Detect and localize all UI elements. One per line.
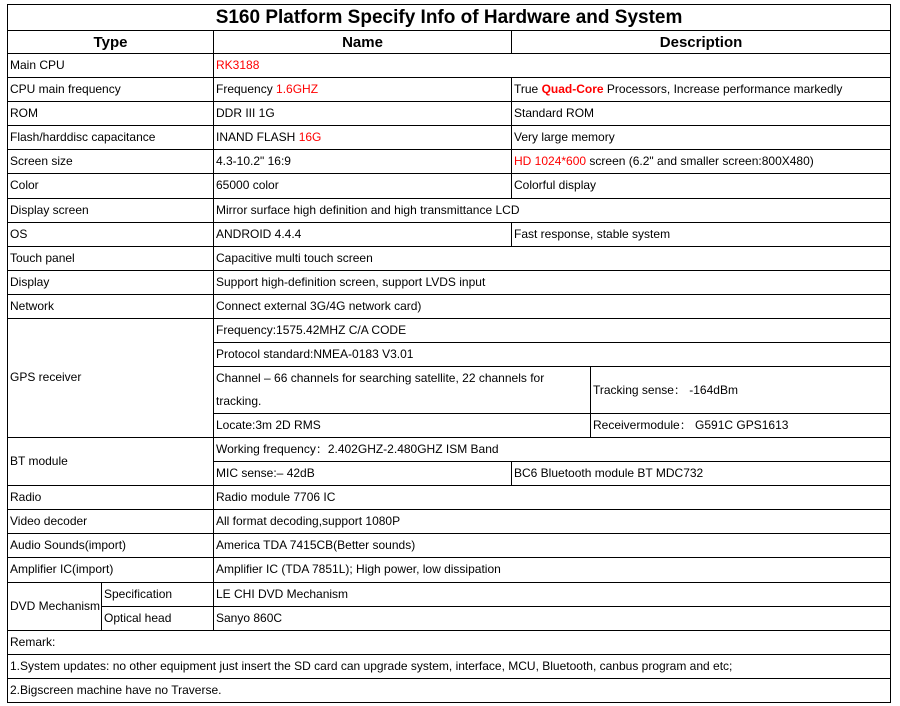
row-amplifier bbox=[8, 558, 891, 582]
type-cell: Display bbox=[8, 270, 214, 294]
type-cell: OS bbox=[8, 222, 214, 246]
frequency-highlight: 1.6GHZ bbox=[276, 82, 319, 97]
type-cell: GPS receiver bbox=[8, 318, 214, 437]
description-cell: Fast response, stable system bbox=[512, 222, 891, 246]
desc-suffix: Processors, Increase performance markedly bbox=[603, 82, 843, 97]
name-cell: Connect external 3G/4G network card) bbox=[214, 294, 891, 318]
type-cell: ROM bbox=[8, 102, 214, 126]
remark-label: Remark: bbox=[8, 630, 891, 654]
row-color bbox=[8, 174, 891, 198]
description-cell: Standard ROM bbox=[512, 102, 891, 126]
row-gps-frequency bbox=[8, 318, 891, 342]
row-cpu-frequency bbox=[8, 78, 891, 102]
row-network bbox=[8, 294, 891, 318]
desc-prefix: True bbox=[514, 82, 542, 97]
dvd-spec-value: LE CHI DVD Mechanism bbox=[214, 582, 891, 606]
type-cell: Radio bbox=[8, 486, 214, 510]
bt-working-frequency: Working frequency：2.402GHZ-2.480GHZ ISM Band bbox=[214, 438, 891, 462]
row-audio bbox=[8, 534, 891, 558]
bt-mic-sense: MIC sense:– 42dB bbox=[214, 462, 512, 486]
row-radio bbox=[8, 486, 891, 510]
name-cell: Amplifier IC (TDA 7851L); High power, low dissipation bbox=[214, 558, 891, 582]
row-dvd-optical-head bbox=[8, 606, 891, 630]
resolution-highlight: HD 1024*600 bbox=[514, 154, 587, 169]
type-cell: Network bbox=[8, 294, 214, 318]
type-cell: Audio Sounds(import) bbox=[8, 534, 214, 558]
name-cell: America TDA 7415CB(Better sounds) bbox=[214, 534, 891, 558]
type-cell: Amplifier IC(import) bbox=[8, 558, 214, 582]
remark-line-1: 1.System updates: no other equipment just insert the SD card can upgrade system, interface, MCU, Bluetooth, canbus program and etc; bbox=[8, 654, 891, 678]
header-name: Name bbox=[214, 31, 512, 54]
gps-receiver: Receivermodule： G591C GPS1613 bbox=[591, 414, 891, 438]
gps-tracking: Tracking sense： -164dBm bbox=[591, 366, 891, 413]
row-touch-panel bbox=[8, 246, 891, 270]
row-remark bbox=[8, 630, 891, 654]
type-cell: Video decoder bbox=[8, 510, 214, 534]
row-os bbox=[8, 222, 891, 246]
name-cell: 4.3-10.2" 16:9 bbox=[214, 150, 512, 174]
desc-suffix: screen (6.2" and smaller screen:800X480) bbox=[586, 154, 814, 169]
name-cell bbox=[214, 78, 512, 102]
type-cell: Color bbox=[8, 174, 214, 198]
name-prefix: Frequency bbox=[216, 82, 277, 97]
cpu-model: RK3188 bbox=[214, 54, 891, 78]
name-cell bbox=[214, 126, 512, 150]
type-cell: DVD Mechanism bbox=[8, 582, 102, 630]
gps-locate: Locate:3m 2D RMS bbox=[214, 414, 591, 438]
type-cell: BT module bbox=[8, 438, 214, 486]
description-cell bbox=[512, 150, 891, 174]
row-display-screen bbox=[8, 198, 891, 222]
page-title: S160 Platform Specify Info of Hardware and System bbox=[8, 5, 891, 31]
quad-core-highlight: Quad-Core bbox=[541, 82, 604, 97]
name-cell: ANDROID 4.4.4 bbox=[214, 222, 512, 246]
type-cell: Flash/harddisc capacitance bbox=[8, 126, 214, 150]
row-video-decoder bbox=[8, 510, 891, 534]
header-type: Type bbox=[8, 31, 214, 54]
description-cell: Very large memory bbox=[512, 126, 891, 150]
name-cell: Mirror surface high definition and high transmittance LCD bbox=[214, 198, 891, 222]
row-remark-1 bbox=[8, 654, 891, 678]
row-dvd-specification bbox=[8, 582, 891, 606]
spec-table bbox=[7, 4, 891, 703]
description-cell bbox=[512, 78, 891, 102]
row-rom bbox=[8, 102, 891, 126]
name-cell: Radio module 7706 IC bbox=[214, 486, 891, 510]
dvd-optical-value: Sanyo 860C bbox=[214, 606, 891, 630]
type-cell: Touch panel bbox=[8, 246, 214, 270]
dvd-optical-label: Optical head bbox=[102, 606, 214, 630]
type-cell: CPU main frequency bbox=[8, 78, 214, 102]
name-cell: All format decoding,support 1080P bbox=[214, 510, 891, 534]
name-cell: 65000 color bbox=[214, 174, 512, 198]
name-cell: Capacitive multi touch screen bbox=[214, 246, 891, 270]
row-main-cpu bbox=[8, 54, 891, 78]
name-cell: DDR III 1G bbox=[214, 102, 512, 126]
row-flash bbox=[8, 126, 891, 150]
gps-protocol: Protocol standard:NMEA-0183 V3.01 bbox=[214, 342, 891, 366]
type-cell: Display screen bbox=[8, 198, 214, 222]
remark-line-2: 2.Bigscreen machine have no Traverse. bbox=[8, 678, 891, 702]
bt-module-model: BC6 Bluetooth module BT MDC732 bbox=[512, 462, 891, 486]
flash-size-highlight: 16G bbox=[298, 130, 322, 145]
row-screen-size bbox=[8, 150, 891, 174]
dvd-spec-label: Specification bbox=[102, 582, 214, 606]
type-cell: Screen size bbox=[8, 150, 214, 174]
row-display bbox=[8, 270, 891, 294]
gps-frequency: Frequency:1575.42MHZ C/A CODE bbox=[214, 318, 891, 342]
name-prefix: INAND FLASH bbox=[216, 130, 299, 145]
name-cell: Support high-definition screen, support LVDS input bbox=[214, 270, 891, 294]
type-cell: Main CPU bbox=[8, 54, 214, 78]
row-bt-working-frequency bbox=[8, 438, 891, 462]
gps-channel: Channel – 66 channels for searching satellite, 22 channels for tracking. bbox=[214, 366, 591, 413]
row-remark-2 bbox=[8, 678, 891, 702]
header-description: Description bbox=[512, 31, 891, 54]
description-cell: Colorful display bbox=[512, 174, 891, 198]
